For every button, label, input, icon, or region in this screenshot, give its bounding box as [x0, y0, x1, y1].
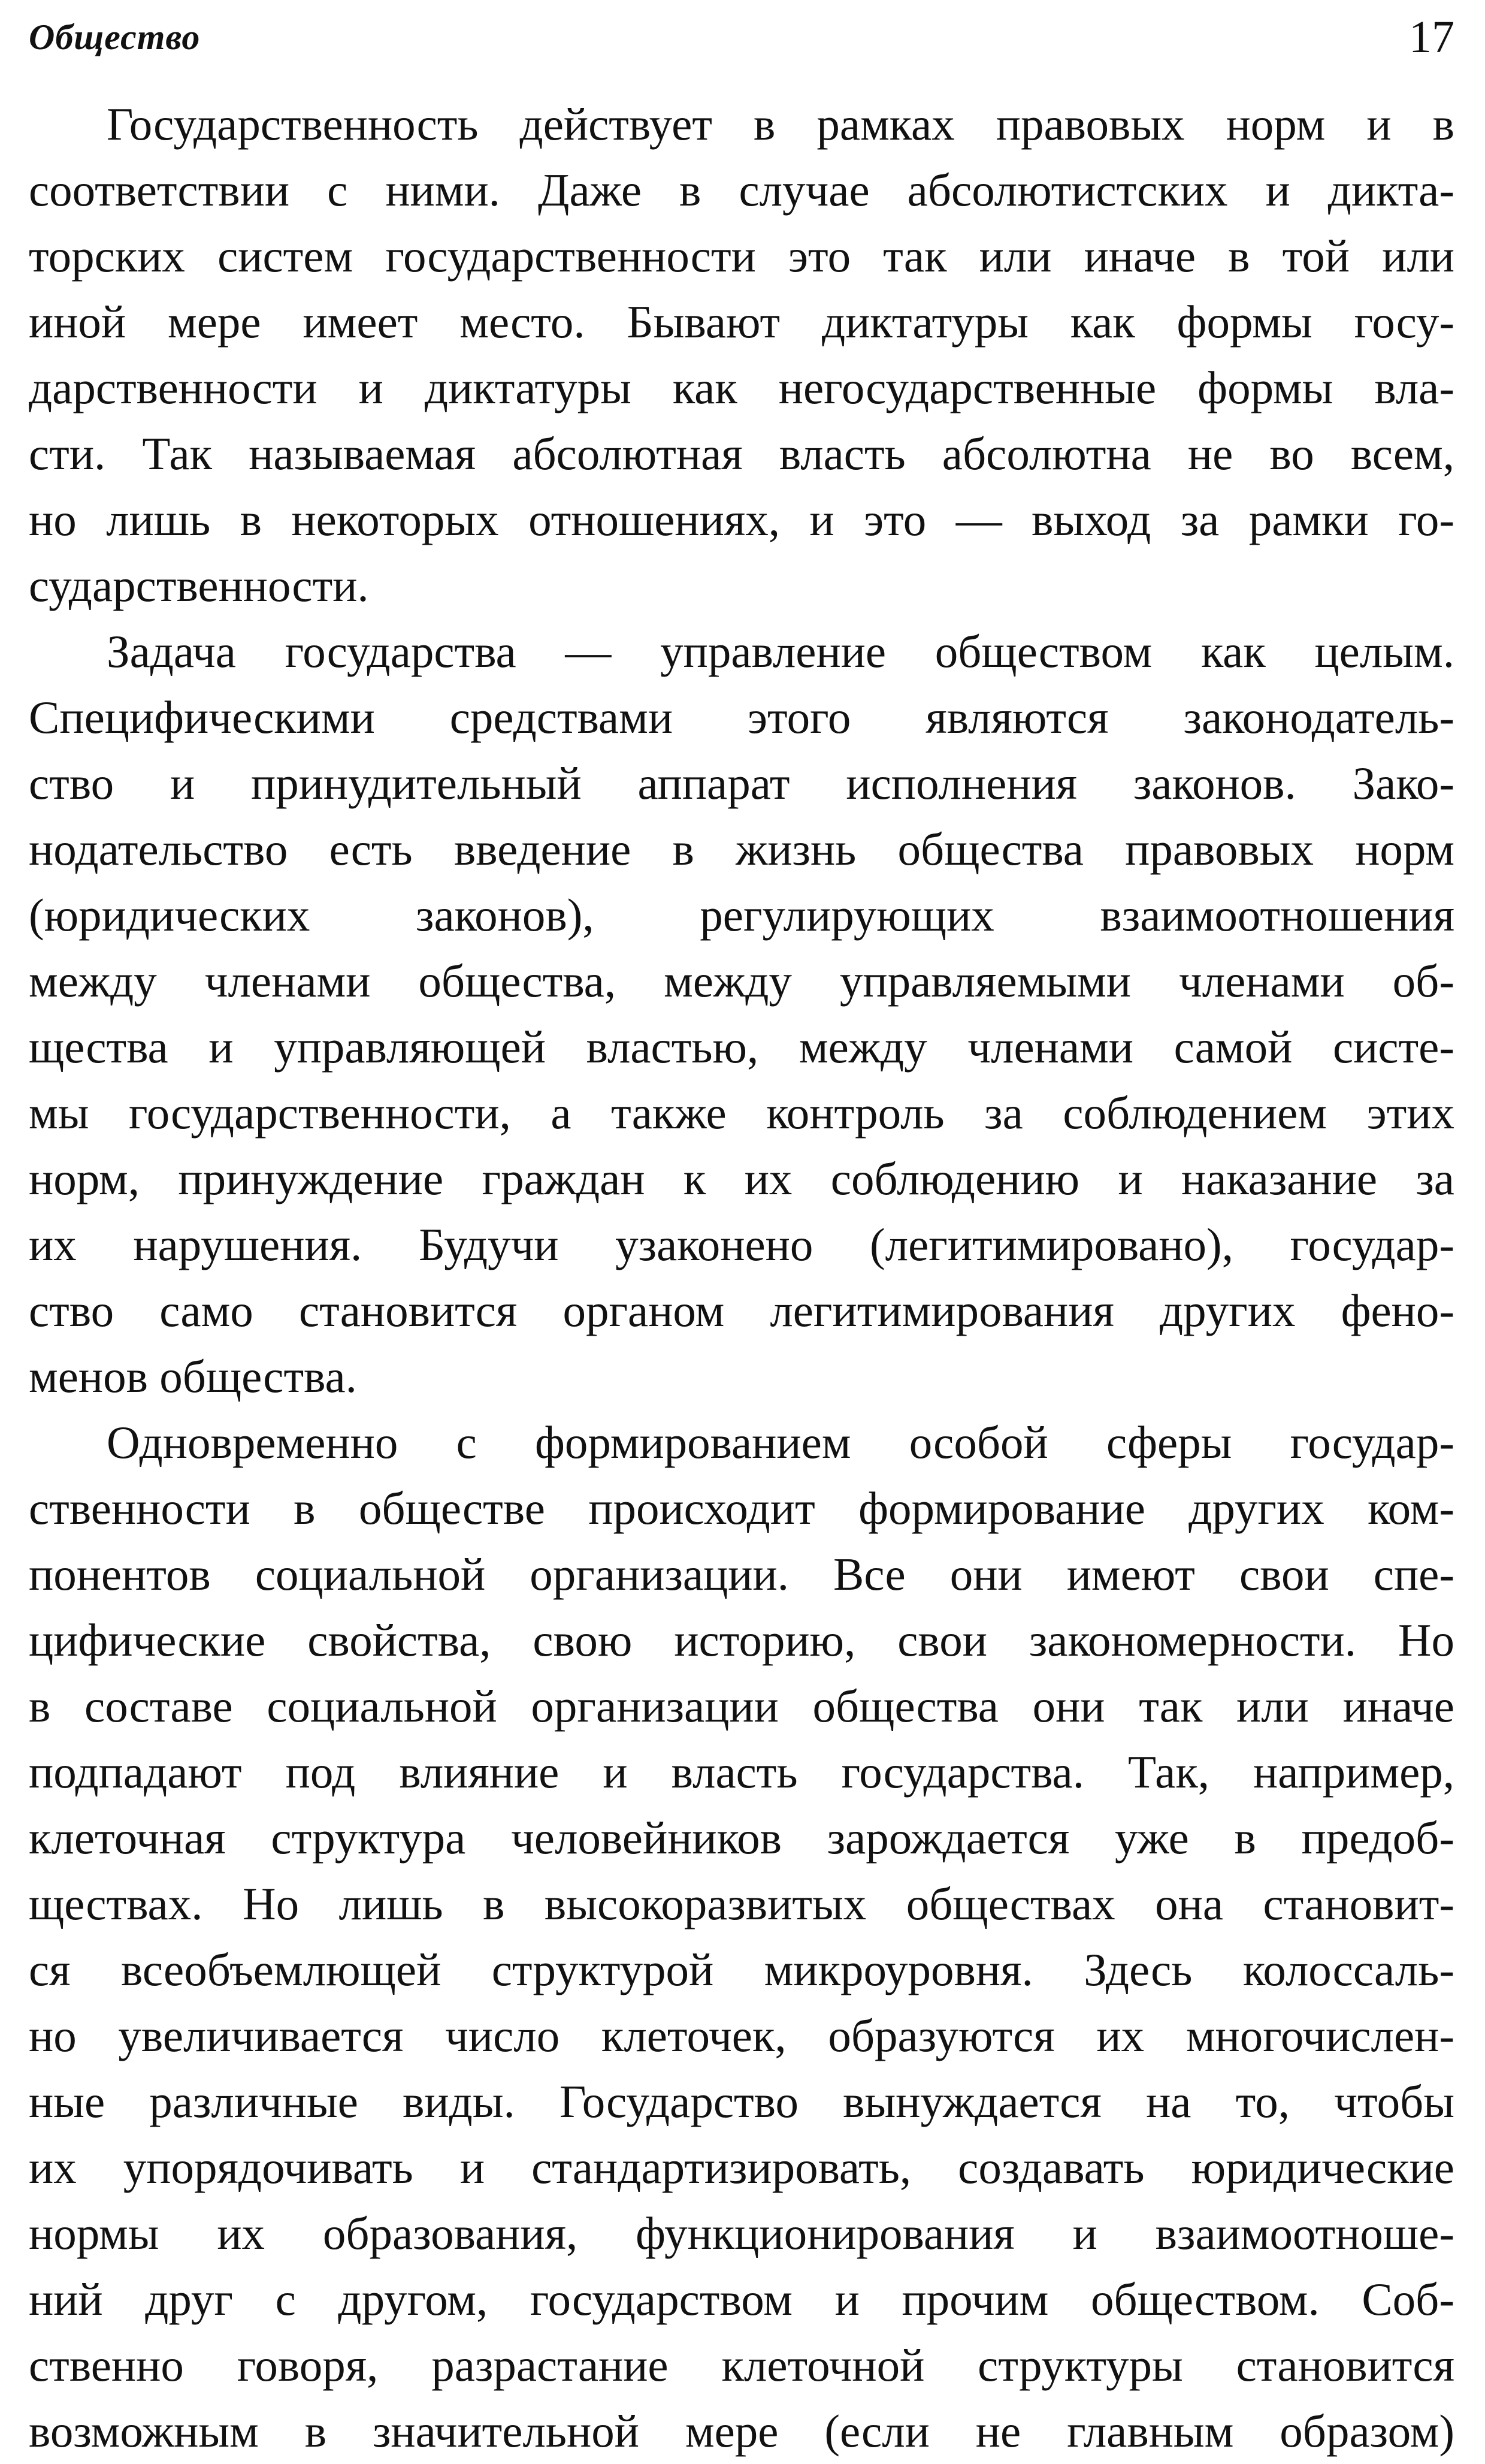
text-line: но лишь в некоторых отношениях, и это — выход за рамки го- — [29, 494, 1454, 545]
text-line: понентов социальной организации. Все они имеют свои спе- — [29, 1548, 1454, 1600]
text-line: ществах. Но лишь в высокоразвитых обществах она становит- — [29, 1878, 1454, 1929]
text-line: Государственность действует в рамках правовых норм и в — [107, 98, 1454, 150]
text-line: иной мере имеет место. Бывают диктатуры как формы госу- — [29, 296, 1454, 348]
text-line: подпадают под влияние и власть государства. Так, например, — [29, 1746, 1454, 1798]
text-line: щества и управляющей властью, между членами самой систе- — [29, 1021, 1454, 1073]
text-line: цифические свойства, свою историю, свои закономерности. Но — [29, 1614, 1454, 1666]
text-line: но увеличивается число клеточек, образуются их многочислен- — [29, 2010, 1454, 2061]
text-line: ство и принудительный аппарат исполнения законов. Зако- — [29, 757, 1454, 809]
text-line: ство само становится органом легитимирования других фено- — [29, 1285, 1454, 1336]
text-line: (юридических законов), регулирующих взаимоотношения — [29, 889, 1454, 941]
text-line: нодательство есть введение в жизнь общества правовых норм — [29, 823, 1454, 875]
text-line: нормы их образования, функционирования и взаимоотноше- — [29, 2208, 1454, 2259]
paragraph-statehood-norms — [29, 91, 1454, 618]
text-line: Специфическими средствами этого являются законодатель- — [29, 692, 1454, 743]
text-line: ные различные виды. Государство вынуждается на то, чтобы — [29, 2076, 1454, 2127]
text-line: норм, принуждение граждан к их соблюдению и наказание за — [29, 1153, 1454, 1204]
text-line: соответствии с ними. Даже в случае абсолютистских и дикта- — [29, 164, 1454, 216]
paragraph-social-organization — [29, 1409, 1454, 2464]
text-line: ся всеобъемлющей структурой микроуровня. Здесь колоссаль- — [29, 1944, 1454, 1995]
text-line: ний друг с другом, государством и прочим обществом. Соб- — [29, 2273, 1454, 2325]
text-line: их нарушения. Будучи узаконено (легитимировано), государ- — [29, 1219, 1454, 1270]
running-head — [29, 7, 1454, 67]
body-text — [29, 91, 1454, 2464]
paragraph-state-task — [29, 618, 1454, 1409]
page-number: 17 — [1409, 12, 1454, 62]
text-line: ственности в обществе происходит формирование других ком- — [29, 1482, 1454, 1534]
text-line: менов общества. — [29, 1351, 357, 1402]
text-line: возможным в значительной мере (если не главным образом) — [29, 2405, 1454, 2457]
text-line: мы государственности, а также контроль за соблюдением этих — [29, 1087, 1454, 1139]
running-title: Общество — [29, 17, 201, 57]
text-line: клеточная структура человейников зарождается уже в предоб- — [29, 1812, 1454, 1864]
text-line: дарственности и диктатуры как негосударственные формы вла- — [29, 362, 1454, 413]
text-line: их упорядочивать и стандартизировать, создавать юридические — [29, 2142, 1454, 2193]
text-line: сти. Так называемая абсолютная власть абсолютна не во всем, — [29, 428, 1454, 479]
text-line: между членами общества, между управляемыми членами об- — [29, 955, 1454, 1007]
text-line: сударственности. — [29, 560, 369, 611]
text-line: Задача государства — управление обществом как целым. — [107, 626, 1454, 677]
text-line: Одновременно с формированием особой сферы государ- — [107, 1417, 1454, 1468]
text-line: в составе социальной организации общества они так или иначе — [29, 1680, 1454, 1732]
text-line: ственно говоря, разрастание клеточной структуры становится — [29, 2339, 1454, 2391]
text-line: торских систем государственности это так или иначе в той или — [29, 230, 1454, 282]
